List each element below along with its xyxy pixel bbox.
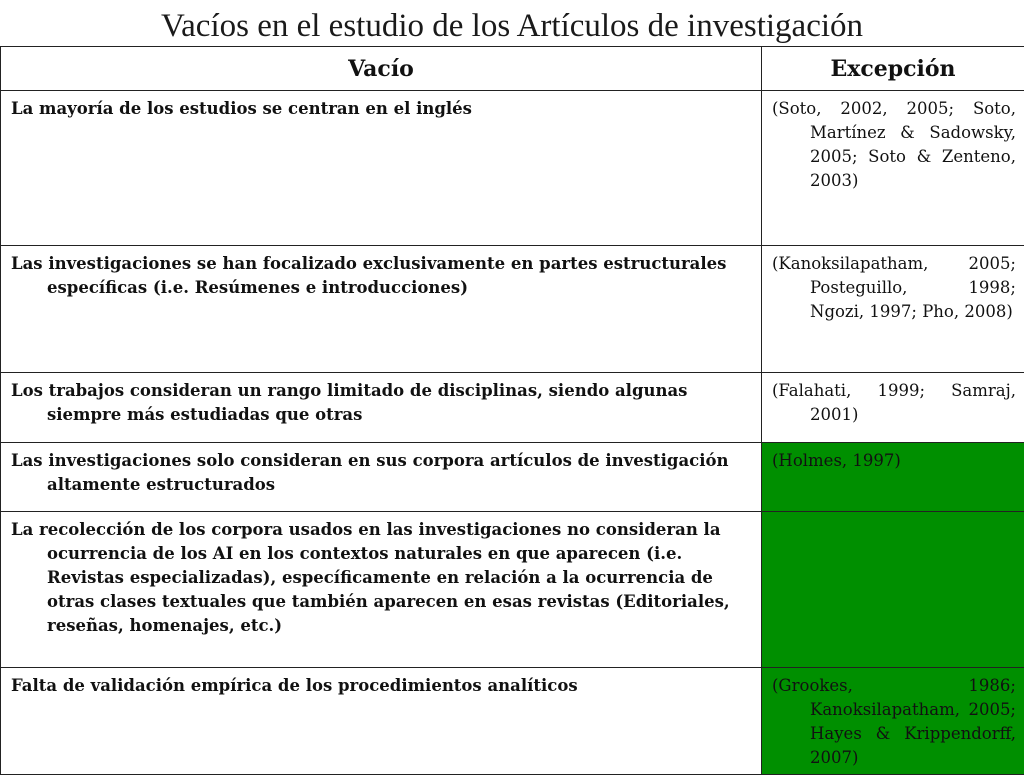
gap-cell: Las investigaciones se han focalizado exclusivamente en partes estructurales específicas (i.e. Resúmenes e introducciones): [1, 246, 762, 373]
table-row: [1, 373, 1024, 443]
exception-cell: [762, 512, 1024, 668]
table-row: [1, 668, 1024, 775]
table-row: [1, 512, 1024, 668]
gap-cell: Falta de validación empírica de los procedimientos analíticos: [1, 668, 762, 775]
header-gap: Vacío: [1, 47, 762, 91]
header-exception: Excepción: [762, 47, 1024, 91]
table-row: [1, 443, 1024, 512]
exception-cell: (Falahati, 1999; Samraj, 2001): [762, 373, 1024, 443]
exception-cell: (Holmes, 1997): [762, 443, 1024, 512]
table-header-row: [1, 47, 1024, 91]
slide-title: Vacíos en el estudio de los Artículos de investigación: [0, 6, 1024, 46]
gap-cell: La recolección de los corpora usados en las investigaciones no consideran la ocurrencia de los AI en los contextos naturales en que aparecen (i.e. Revistas especializadas), específicamente en relación a la ocurrencia de otras clases textuales que también aparecen en esas revistas (Editoriales, reseñas, homenajes, etc.): [1, 512, 762, 668]
gaps-table: [0, 46, 1024, 775]
table-row: [1, 91, 1024, 246]
table-row: [1, 246, 1024, 373]
exception-cell: (Grookes, 1986; Kanoksilapatham, 2005; Hayes & Krippendorff, 2007): [762, 668, 1024, 775]
gap-cell: Las investigaciones solo consideran en sus corpora artículos de investigación altamente estructurados: [1, 443, 762, 512]
gap-cell: La mayoría de los estudios se centran en el inglés: [1, 91, 762, 246]
gap-cell: Los trabajos consideran un rango limitado de disciplinas, siendo algunas siempre más estudiadas que otras: [1, 373, 762, 443]
exception-cell: (Kanoksilapatham, 2005; Posteguillo, 1998; Ngozi, 1997; Pho, 2008): [762, 246, 1024, 373]
exception-cell: (Soto, 2002, 2005; Soto, Martínez & Sadowsky, 2005; Soto & Zenteno, 2003): [762, 91, 1024, 246]
